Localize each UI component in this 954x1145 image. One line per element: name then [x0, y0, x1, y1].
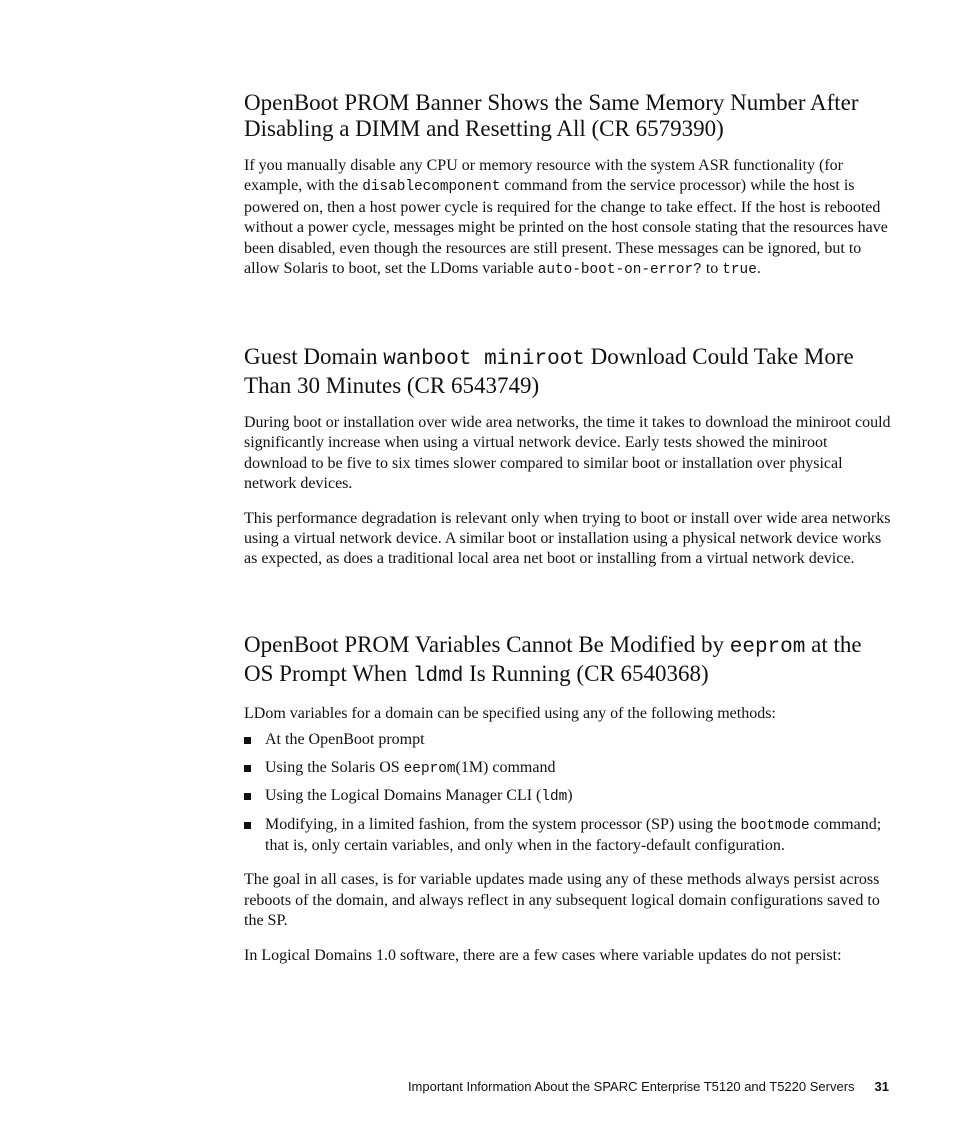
body-paragraph: If you manually disable any CPU or memory resource with the system ASR functionality (for example, with the disablecomponent command from the service processor) while the host is powered on, then a host power cycle is required for the change to take effect. If the host is rebooted without a power cycle, messages might be printed on the host console stating that the resources have been disabled, even though the resources are still present. These messages can be ignored, but to allow Solaris to boot, set the LDoms variable auto-boot-on-error? to true.: [244, 157, 888, 279]
inline-code: eeprom: [403, 760, 456, 777]
section-heading: Guest Domain wanboot miniroot Download Could Take More Than 30 Minutes (CR 6543749): [244, 344, 854, 398]
bullet-square-icon: [244, 822, 251, 829]
page-number: 31: [874, 1079, 889, 1094]
heading-code: ldmd: [412, 665, 464, 688]
heading-code: wanboot miniroot: [383, 348, 585, 371]
inline-code: bootmode: [740, 817, 810, 834]
method-list: [244, 730, 892, 856]
bullet-square-icon: [244, 737, 251, 744]
page-footer: [0, 1078, 889, 1096]
list-item: Using the Solaris OS eeprom(1M) command: [244, 758, 892, 779]
section-cr-6540368: [244, 632, 892, 966]
section-heading: OpenBoot PROM Variables Cannot Be Modified by eeprom at the OS Prompt When ldmd Is Running (CR 6540368): [244, 632, 862, 688]
bullet-square-icon: [244, 765, 251, 772]
body-paragraph: LDom variables for a domain can be specified using any of the following methods:: [244, 705, 776, 722]
inline-code: disablecomponent: [362, 179, 501, 196]
list-item: Modifying, in a limited fashion, from the system processor (SP) using the bootmode command; that is, only certain variables, and only when in the factory-default configuration.: [244, 815, 892, 857]
section-cr-6579390: [244, 90, 892, 280]
footer-title: Important Information About the SPARC Enterprise T5120 and T5220 Servers: [407, 1079, 855, 1094]
body-paragraph: This performance degradation is relevant only when trying to boot or install over wide area networks using a virtual network device. A similar boot or installation using a physical network device works as expected, as does a traditional local area net boot or installing from a virtual network device.: [244, 509, 891, 568]
body-paragraph: In Logical Domains 1.0 software, there are a few cases where variable updates do not persist:: [244, 946, 842, 964]
body-paragraph: The goal in all cases, is for variable updates made using any of these methods always persist across reboots of the domain, and always reflect in any subsequent logical domain configurations saved to the SP.: [244, 871, 880, 930]
list-item: At the OpenBoot prompt: [244, 730, 892, 750]
section-heading: OpenBoot PROM Banner Shows the Same Memory Number After Disabling a DIMM and Resetting All (CR 6579390): [244, 90, 859, 141]
bullet-square-icon: [244, 793, 251, 800]
inline-code: auto-boot-on-error?: [537, 262, 702, 279]
list-item: Using the Logical Domains Manager CLI (ldm): [244, 786, 892, 807]
inline-code: ldm: [541, 789, 568, 806]
body-paragraph: During boot or installation over wide area networks, the time it takes to download the miniroot could significantly increase when using a virtual network device. Early tests showed the miniroot download to be five to six times slower compared to similar boot or installation over physical network devices.: [244, 414, 891, 493]
section-cr-6543749: [244, 344, 892, 570]
inline-code: true: [722, 262, 757, 279]
heading-code: eeprom: [729, 636, 806, 659]
